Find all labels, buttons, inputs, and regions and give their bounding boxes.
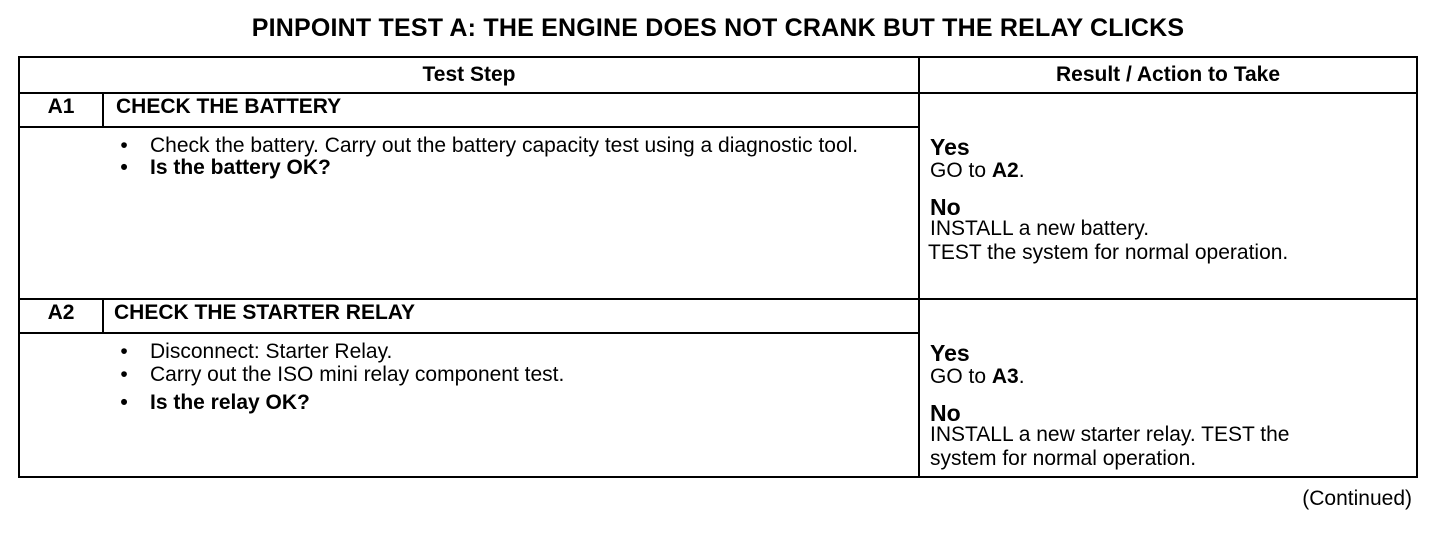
- go-to-suffix: .: [1018, 159, 1025, 182]
- step-a2-title-divider: [20, 332, 918, 334]
- step-a1-id-divider: [102, 92, 104, 128]
- step-title: CHECK THE STARTER RELAY: [114, 301, 416, 324]
- instruction-item: [114, 364, 874, 386]
- bullet-icon: •: [120, 391, 128, 414]
- yes-label: Yes: [930, 134, 970, 160]
- instruction-question: Is the relay OK?: [150, 391, 310, 414]
- header-divider: [20, 92, 1416, 94]
- bullet-icon: •: [120, 156, 128, 179]
- step-a2-result: [930, 340, 1410, 470]
- no-action-line: INSTALL a new battery.: [930, 217, 1150, 240]
- instruction-item: [114, 392, 874, 414]
- instruction-text: Carry out the ISO mini relay component test.: [150, 363, 565, 386]
- pinpoint-test-table: [18, 56, 1418, 478]
- step-id: A2: [47, 301, 75, 324]
- go-to-target: A3: [991, 365, 1019, 388]
- bullet-icon: •: [120, 134, 128, 157]
- no-label: No: [930, 400, 961, 426]
- go-to-prefix: GO to: [930, 159, 992, 182]
- column-divider: [918, 58, 920, 476]
- header-result-action: Result / Action to Take: [1055, 63, 1281, 86]
- step-a1-result: [930, 134, 1410, 264]
- instruction-text: Disconnect: Starter Relay.: [150, 340, 393, 363]
- instruction-item: [114, 135, 874, 157]
- bullet-icon: •: [120, 363, 128, 386]
- yes-action: [930, 160, 1410, 182]
- bullet-icon: •: [120, 340, 128, 363]
- step-id: A1: [47, 95, 75, 118]
- header-test-step: Test Step: [422, 63, 516, 86]
- continued-note: (Continued): [1302, 487, 1412, 510]
- no-action-line: TEST the system for normal operation.: [928, 241, 1289, 264]
- instruction-text: Check the battery. Carry out the battery capacity test using a diagnostic tool.: [150, 134, 859, 157]
- yes-label: Yes: [930, 340, 970, 366]
- instruction-item: [114, 341, 874, 363]
- step-a2-instructions: [114, 341, 874, 414]
- no-action-line: system for normal operation.: [930, 447, 1197, 470]
- no-action-line: INSTALL a new starter relay. TEST the: [930, 423, 1290, 446]
- instruction-question: Is the battery OK?: [150, 156, 331, 179]
- go-to-suffix: .: [1018, 365, 1025, 388]
- step-a2-id-divider: [102, 298, 104, 334]
- step-divider: [20, 298, 1416, 300]
- instruction-item: [114, 157, 874, 179]
- page-title: PINPOINT TEST A: THE ENGINE DOES NOT CRANK BUT THE RELAY CLICKS: [251, 14, 1185, 42]
- no-label: No: [930, 194, 961, 220]
- go-to-target: A2: [991, 159, 1019, 182]
- yes-action: [930, 366, 1410, 388]
- go-to-prefix: GO to: [930, 365, 992, 388]
- step-title: CHECK THE BATTERY: [116, 95, 342, 118]
- step-a1-title-divider: [20, 126, 918, 128]
- step-a1-instructions: [114, 135, 874, 179]
